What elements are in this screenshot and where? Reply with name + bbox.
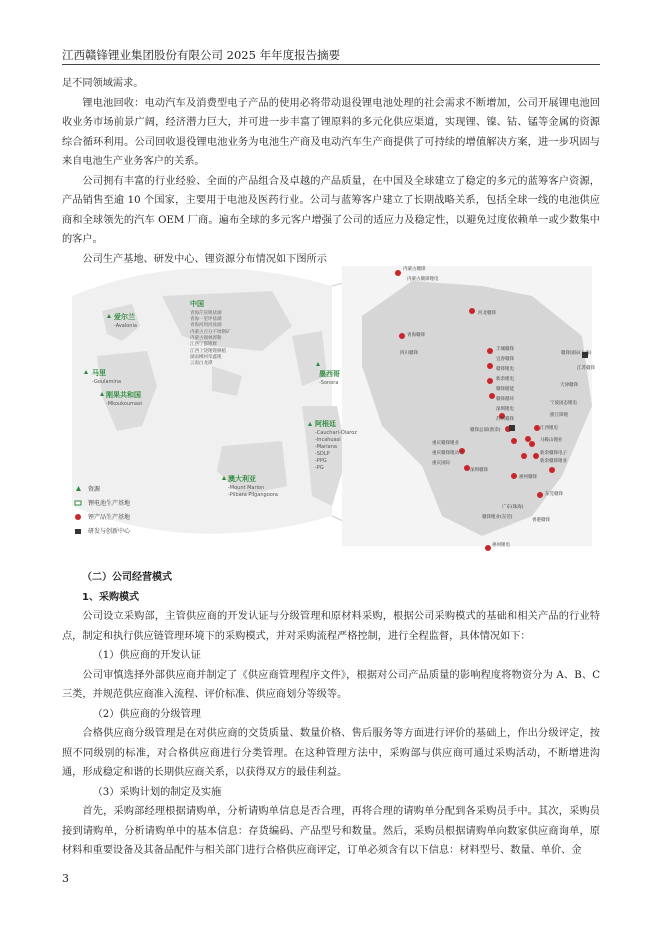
svg-text:-SDLP: -SDLP (315, 451, 330, 457)
legend-resources: 资源 (88, 486, 101, 493)
svg-text:苏州赣锋: 苏州赣锋 (496, 417, 514, 422)
svg-text:湖南郴州荣鑫锂: 湖南郴州荣鑫锂 (190, 355, 222, 360)
legend-product-base: 锂产品生产基地 (88, 514, 131, 521)
item-text-2: 合格供应商分级管理是在对供应商的交货质量、数量价格、售后服务等方面进行评价的基础上，作出分级评定，按照不同级别的标准，对合格供应商进行分类管理。在这种管理方法中，采购部与供应商可通过采购活动，不断增进沟通，形成稳定和谐的长期供应商关系，以获得双方的最佳利益。 (62, 728, 600, 778)
region-china: 中国 (190, 300, 204, 308)
svg-text:青海河坝河盐湖: 青海河坝河盐湖 (190, 323, 222, 328)
item-text-1: 公司审慎选择外部供应商并制定了《供应商管理程序文件》，根据对公司产品质量的影响程度将物资分为 A、B、C 三类，并规范供应商准入流程、评价标准、供应商划分等级等。 (62, 669, 600, 700)
legend-rnd: 研发与创新中心 (88, 528, 131, 535)
svg-text:云南白龙潭: 云南白龙潭 (190, 361, 213, 366)
svg-text:香港赣锋: 香港赣锋 (532, 518, 550, 523)
svg-text:赣锋锂电: 赣锋锂电 (496, 367, 514, 372)
header-rule (62, 64, 600, 65)
business-model-section (62, 568, 600, 861)
legend-battery-base: 锂电池生产基地 (88, 500, 131, 507)
svg-text:-Mkoukoumasi: -Mkoukoumasi (106, 401, 142, 407)
region-ireland: 爱尔兰 (114, 313, 135, 321)
svg-text:东莞赣锋: 东莞赣锋 (545, 492, 563, 497)
svg-text:新余赣锋锂业: 新余赣锋锂业 (540, 459, 567, 464)
svg-text:赣锋锂业(东莞): 赣锋锂业(东莞) (482, 515, 513, 520)
svg-text:惠州锂电: 惠州锂电 (492, 543, 510, 548)
svg-text:-PPG: -PPG (315, 458, 327, 464)
section-heading: （二）公司经营模式 (82, 572, 172, 583)
svg-text:新余赣锋电子: 新余赣锋电子 (540, 451, 567, 456)
page-header: 江西赣锋锂业集团股份有限公司 2025 年年度报告摘要 (62, 48, 341, 62)
procurement-intro: 公司设立采购部，主管供应商的开发认证与分级管理和原材料采购，根据公司采购模式的基础和相关产品的行业特点，制定和执行供应链管理环境下的采购模式，并对采购流程严格控制，进行全程监督，具体情况如下： (62, 611, 600, 642)
svg-text:马鞍山锂业: 马鞍山锂业 (540, 438, 563, 443)
svg-text:天津赣锋: 天津赣锋 (560, 383, 578, 388)
svg-text:宁波固态锂电: 宁波固态锂电 (550, 401, 577, 406)
svg-text:-Cauchari-Olaroz: -Cauchari-Olaroz (315, 430, 357, 436)
svg-text:内蒙古赣锋锂电: 内蒙古赣锋锂电 (407, 277, 439, 282)
svg-text:青海茫崖锂盐湖: 青海茫崖锂盐湖 (190, 311, 222, 316)
svg-text:赣锋国际(上海): 赣锋国际(上海) (561, 351, 592, 356)
svg-text:-Mount Marion: -Mount Marion (228, 485, 265, 491)
svg-text:宜春赣锋: 宜春赣锋 (496, 357, 514, 362)
svg-text:-Avalonia: -Avalonia (114, 323, 137, 329)
svg-text:青海一里坪盐湖: 青海一里坪盐湖 (190, 317, 222, 322)
svg-text:重庆赣锋锂业: 重庆赣锋锂业 (432, 441, 459, 446)
svg-text:-Sonora: -Sonora (319, 380, 339, 386)
svg-text:四川赣锋: 四川赣锋 (400, 351, 418, 356)
svg-text:内蒙古赣锋: 内蒙古赣锋 (403, 267, 426, 272)
region-argentina: 阿根廷 (315, 420, 336, 428)
svg-text:深圳赣锋: 深圳赣锋 (470, 468, 488, 473)
svg-text:青海赣锋: 青海赣锋 (407, 333, 425, 338)
svg-text:-Goulamina: -Goulamina (92, 379, 122, 385)
svg-text:内蒙古百分不锈钢矿: 内蒙古百分不锈钢矿 (190, 330, 231, 335)
region-australia: 澳大利亚 (228, 475, 256, 483)
svg-text:赣锋循环: 赣锋循环 (496, 397, 514, 402)
svg-text:-Mariana: -Mariana (315, 444, 337, 450)
svg-text:惠州赣锋: 惠州赣锋 (519, 475, 537, 480)
paragraph-battery-recycling: 锂电池回收：电动汽车及消费型电子产品的使用必将带动退役锂电池处理的社会需求不断增加，公司开展锂电池回收业务市场前景广阔，经济潜力巨大，并可进一步丰富了锂原料的多元化供应渠道，实现锂、镍、钴、锰等金属的资源综合循环利用。公司回收退役锂电池业务为电池生产商及电动汽车生产商提供了可持续的增值解决方案，进一步巩固与来自电池生产业务客户的关系。 (62, 97, 600, 167)
region-mali: 马里 (92, 369, 106, 377)
svg-text:江苏赣锋: 江苏赣锋 (577, 366, 595, 371)
svg-text:赣锋储能: 赣锋储能 (496, 387, 514, 392)
svg-text:江西锂电: 江西锂电 (540, 426, 558, 431)
svg-text:-PG: -PG (315, 465, 324, 471)
svg-text:丰城赣锋: 丰城赣锋 (496, 347, 514, 352)
svg-text:江西宁都锂辉: 江西宁都锂辉 (190, 342, 217, 347)
svg-text:重庆国际: 重庆国际 (432, 461, 450, 466)
svg-text:深圳锂电: 深圳锂电 (496, 407, 514, 412)
svg-text:江西上饶锂锂棉植: 江西上饶锂锂棉植 (190, 349, 226, 354)
item-text-3: 首先，采购部经理根据请购单，分析请购单信息是否合理，再将合理的请购单分配到各采购员手中。其次，采购员接到请购单，分析请购单中的基本信息：存货编码、产品型号和数量。然后，采购员根据请购单向数家供应商询单，原材料和重要设备及其备品配件与相关部门进行合格供应商评定，订单必须含有以下信息：材料型号、数量、单价、金 (62, 806, 600, 856)
svg-text:浙江锋锂: 浙江锋锂 (550, 413, 568, 418)
svg-text:-Incahuasi: -Incahuasi (315, 437, 341, 443)
top-section (62, 74, 600, 269)
region-mexico: 墨西哥 (319, 370, 340, 378)
item-title-1: （1）供应商的开发认证 (92, 650, 201, 661)
svg-text:-Pilbara Pilgangoora: -Pilbara Pilgangoora (228, 492, 278, 498)
paragraph-continuation: 足不同领域需求。 (62, 78, 144, 89)
region-congo: 刚果共和国 (106, 391, 141, 399)
paragraph-map-intro: 公司生产基地、研发中心、锂资源分布情况如下图所示 (82, 253, 327, 265)
page-number: 3 (62, 872, 69, 885)
paragraph-customers: 公司拥有丰富的行业经验、全面的产品组合及卓越的产品质量，在中国及全球建立了稳定的多元的蓝筹客户资源，产品销售至逾 10 个国家，主要用于电池及医药行业。公司与蓝筹客户建立了长期战略关系，包括全球一线的电池供应商和全球领先的汽车 OEM 厂商。遍布全球的多元客户增强了公司的适应力及稳定性，以避免过度依赖单一或少数集中的客户。 (62, 175, 600, 245)
item-title-2: （2）供应商的分级管理 (92, 708, 201, 720)
svg-text:新余锂电: 新余锂电 (496, 377, 514, 382)
item-title-3: （3）采购计划的制定及实施 (92, 786, 222, 798)
svg-text:广东(珠海): 广东(珠海) (502, 505, 524, 510)
svg-text:赣锋总部(新余): 赣锋总部(新余) (470, 428, 501, 433)
global-distribution-map (62, 256, 600, 556)
subsection-heading: 1、采购模式 (82, 591, 139, 603)
svg-text:河北赣锋: 河北赣锋 (478, 311, 496, 316)
svg-text:内蒙古锡林郭勒: 内蒙古锡林郭勒 (190, 336, 222, 341)
svg-text:重庆赣锋锂动力: 重庆赣锋锂动力 (432, 451, 464, 456)
